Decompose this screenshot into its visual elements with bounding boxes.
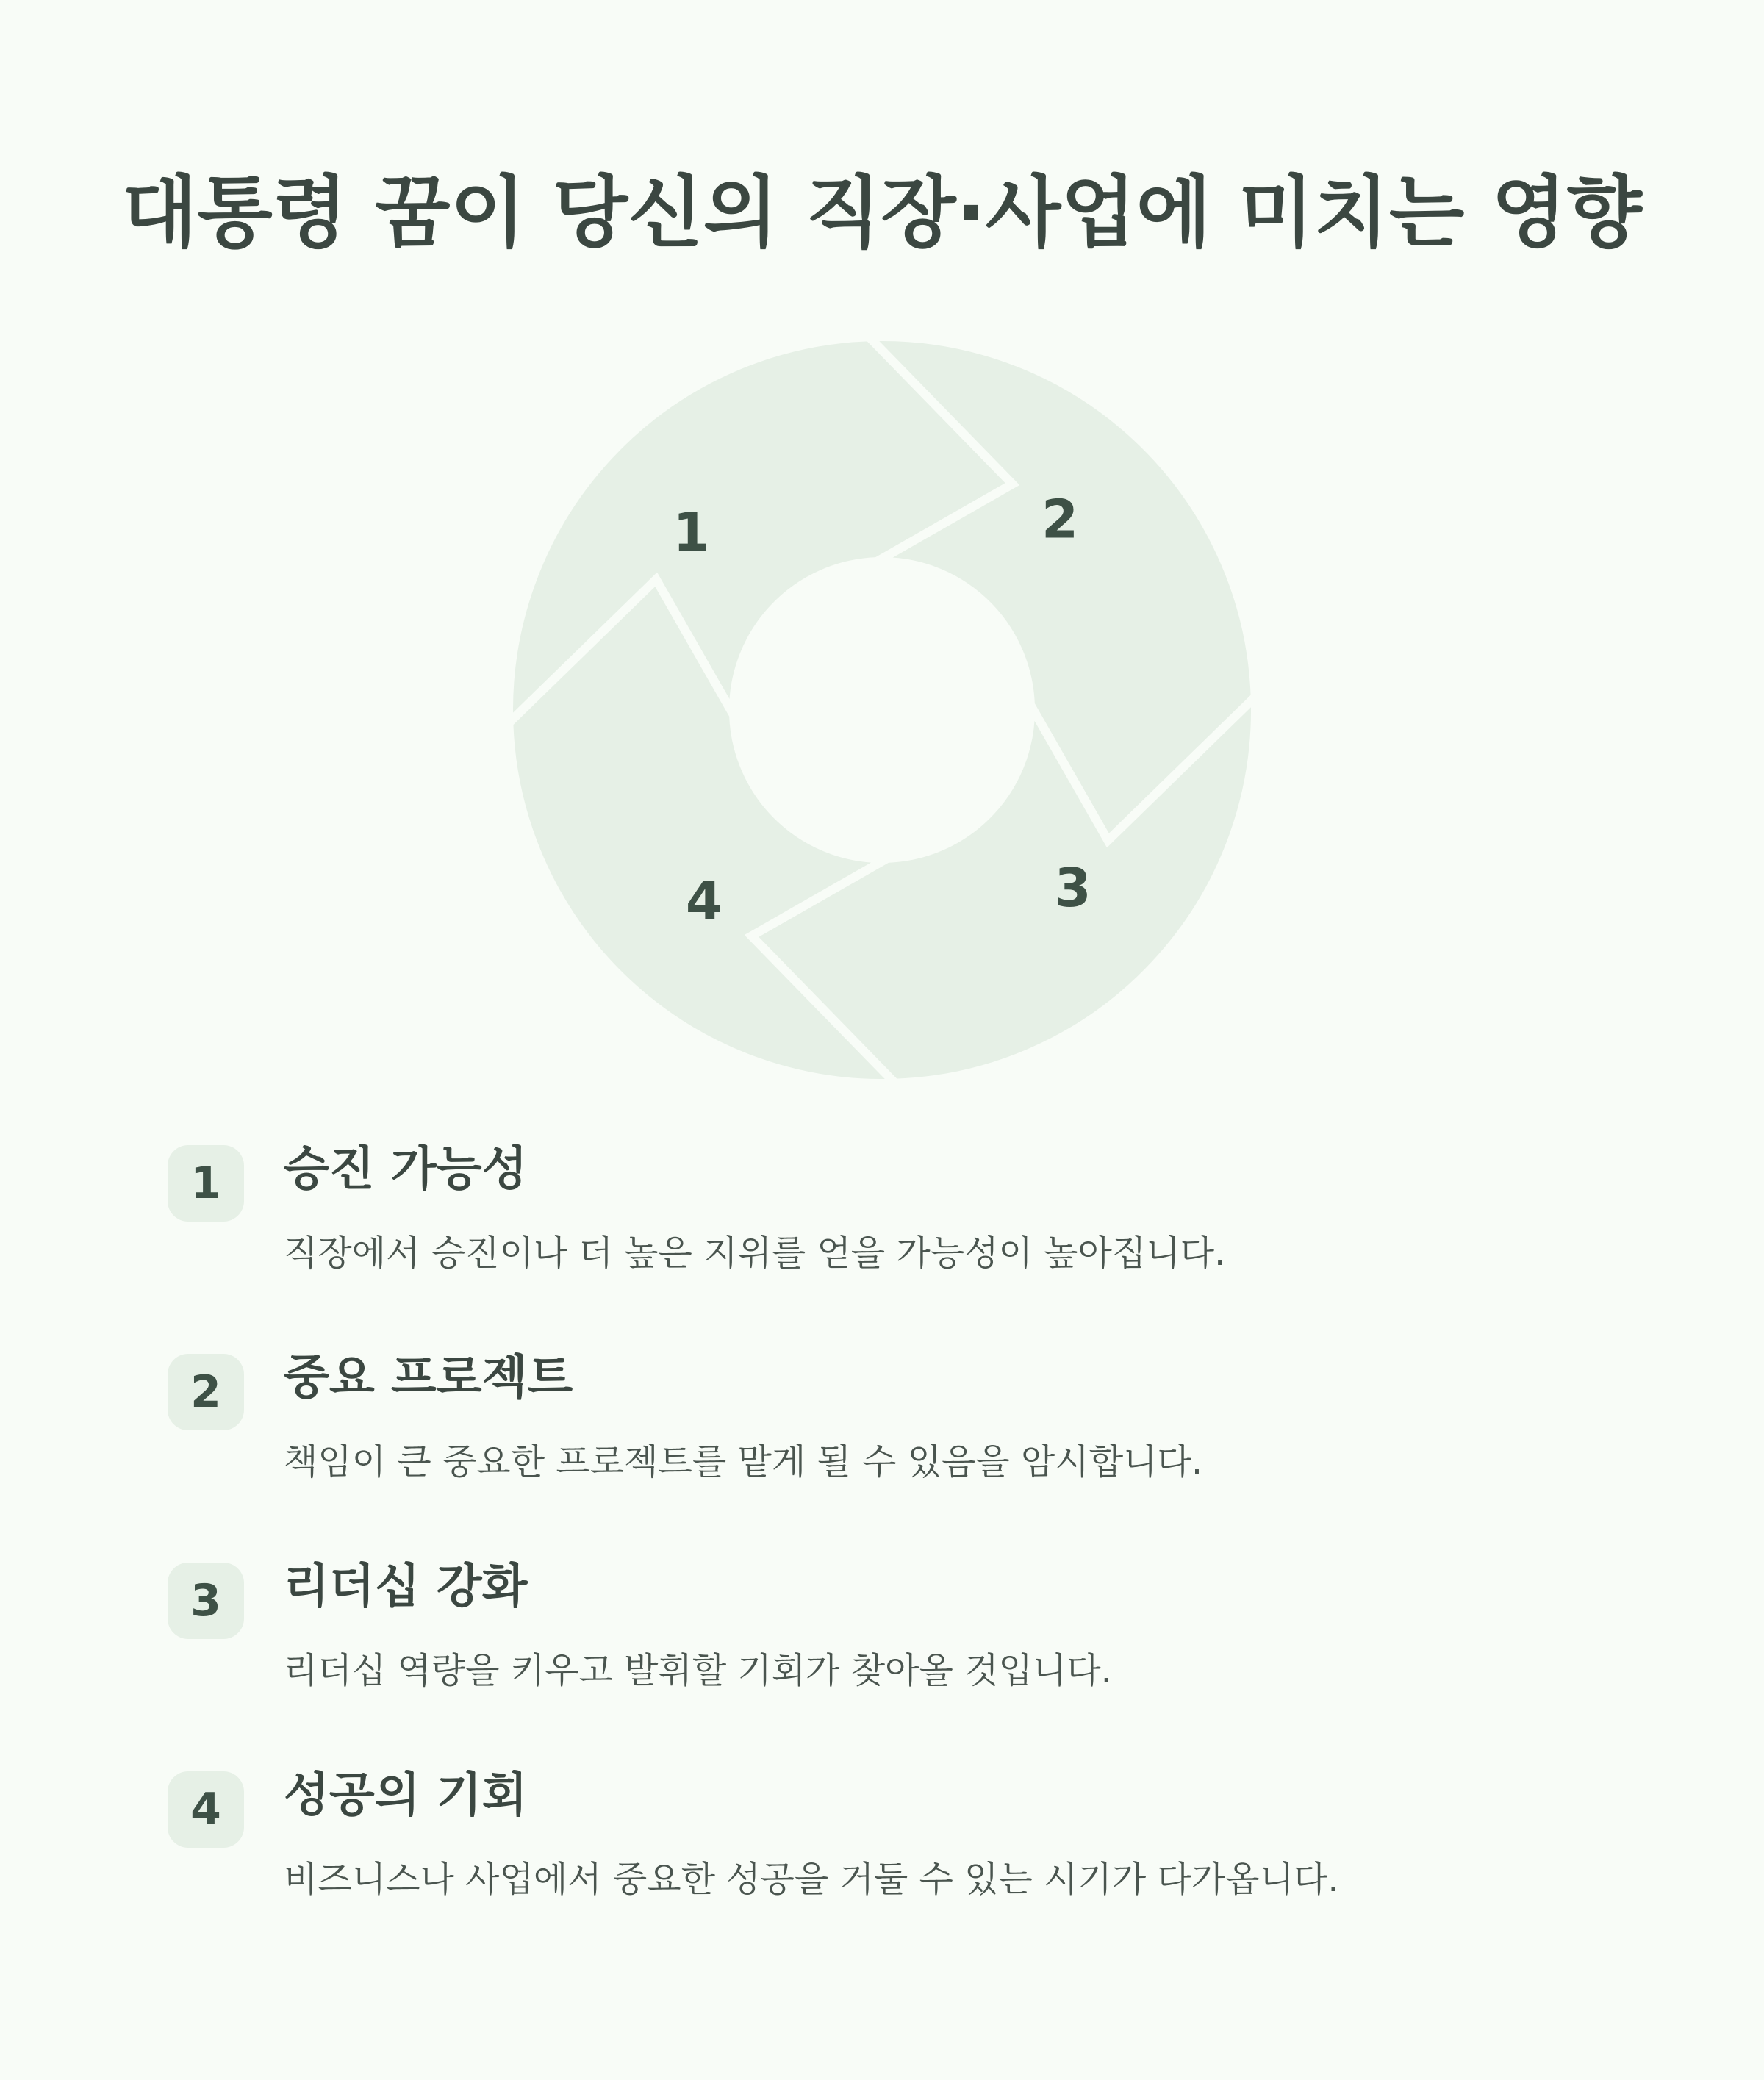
item-description: 직장에서 승진이나 더 높은 지위를 얻을 가능성이 높아집니다. — [284, 1233, 1226, 1274]
cycle-segment-label: 1 — [673, 501, 710, 563]
cycle-segment-label: 3 — [1054, 857, 1091, 919]
item-title: 성공의 기회 — [284, 1768, 528, 1823]
cycle-segment-label: 4 — [685, 869, 723, 932]
item-number-badge: 4 — [168, 1771, 244, 1848]
item-number-badge: 1 — [168, 1145, 244, 1222]
item-description: 책임이 큰 중요한 프로젝트를 맡게 될 수 있음을 암시합니다. — [284, 1441, 1203, 1482]
item-title: 중요 프로젝트 — [284, 1351, 573, 1405]
item-description: 리더십 역량을 키우고 발휘할 기회가 찾아올 것입니다. — [284, 1650, 1112, 1691]
item-number-badge: 2 — [168, 1354, 244, 1430]
cycle-segments — [509, 337, 1255, 1083]
item-title: 리더십 강화 — [284, 1560, 528, 1614]
page-title: 대통령 꿈이 당신의 직장·사업에 미치는 영향 — [122, 168, 1642, 258]
item-description: 비즈니스나 사업에서 중요한 성공을 거둘 수 있는 시기가 다가옵니다. — [284, 1859, 1339, 1900]
item-number-badge: 3 — [168, 1563, 244, 1639]
item-title: 승진 가능성 — [284, 1142, 528, 1197]
cycle-segment-label: 2 — [1041, 488, 1079, 551]
